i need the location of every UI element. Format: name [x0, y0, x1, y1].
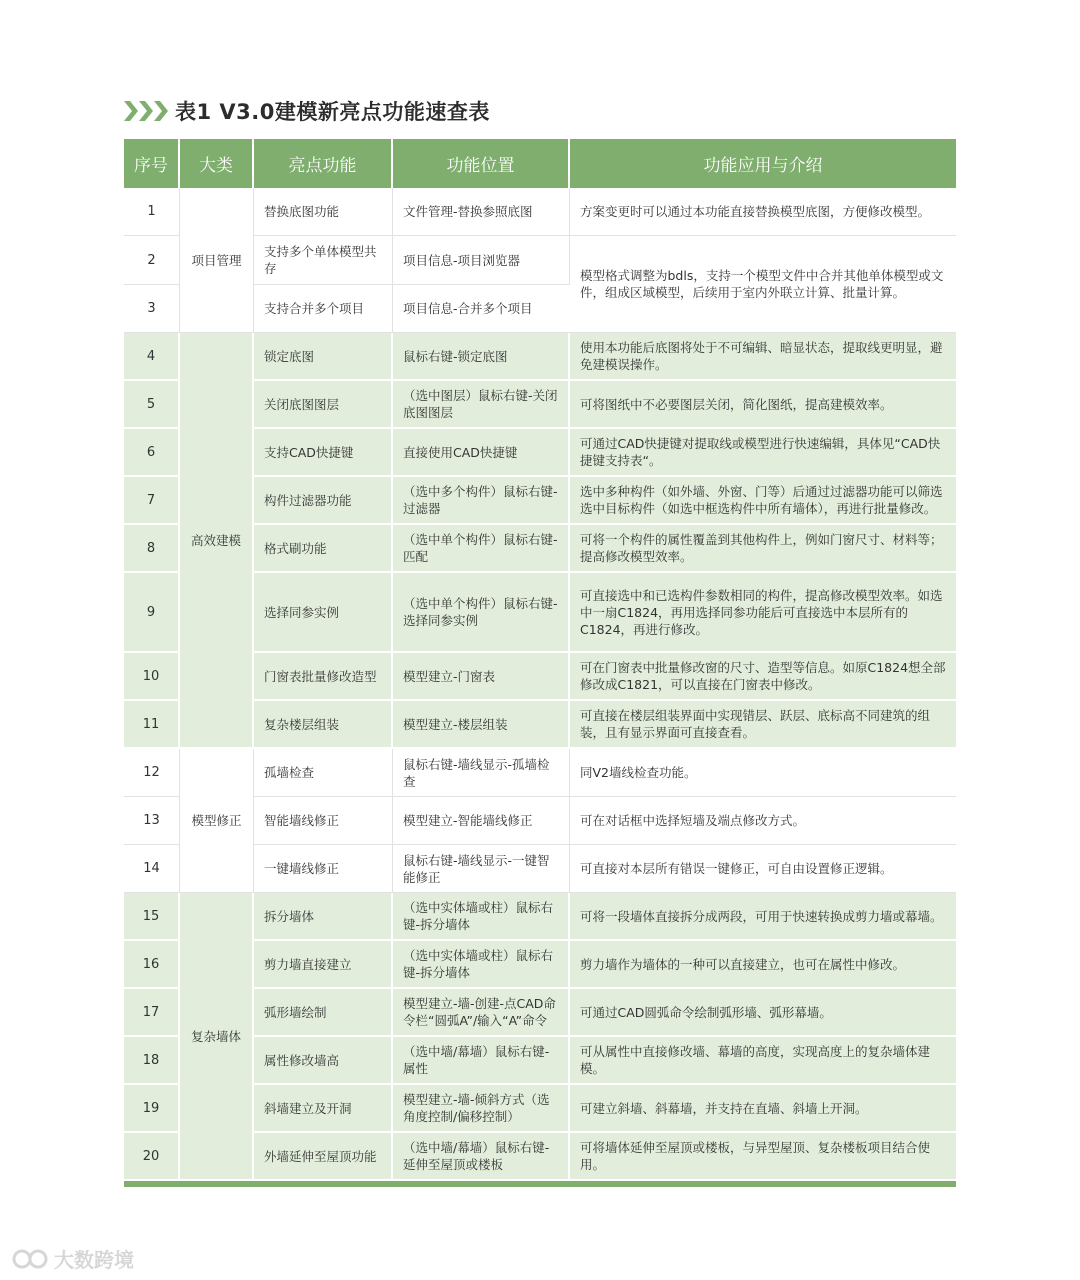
row-feature: 孤墙检查	[254, 749, 393, 797]
row-index: 13	[124, 797, 180, 845]
row-description: 模型格式调整为bdls，支持一个模型文件中合并其他单体模型或文件，组成区域模型，后续用于室内外联立计算、批量计算。	[570, 236, 956, 333]
row-description: 可通过CAD圆弧命令绘制弧形墙、弧形幕墙。	[570, 989, 956, 1037]
row-index: 7	[124, 477, 180, 525]
chevron-right-icon	[139, 101, 153, 121]
row-index: 5	[124, 381, 180, 429]
row-location: 模型建立-智能墙线修正	[393, 797, 570, 845]
row-index: 3	[124, 285, 180, 333]
watermark-logo-icon	[10, 1247, 50, 1271]
row-description: 可将一段墙体直接拆分成两段，可用于快速转换成剪力墙或幕墙。	[570, 893, 956, 941]
row-location: 模型建立-门窗表	[393, 653, 570, 701]
row-feature: 弧形墙绘制	[254, 989, 393, 1037]
row-description: 可建立斜墙、斜幕墙，并支持在直墙、斜墙上开洞。	[570, 1085, 956, 1133]
row-index: 14	[124, 845, 180, 893]
category-cell: 模型修正	[180, 749, 254, 893]
row-feature: 门窗表批量修改造型	[254, 653, 393, 701]
row-feature: 支持合并多个项目	[254, 285, 393, 333]
page-title: 表1 V3.0建模新亮点功能速查表	[175, 100, 490, 124]
row-feature: 选择同参实例	[254, 573, 393, 653]
row-description: 可直接对本层所有错误一键修正，可自由设置修正逻辑。	[570, 845, 956, 893]
row-feature: 属性修改墙高	[254, 1037, 393, 1085]
row-description: 方案变更时可以通过本功能直接替换模型底图，方便修改模型。	[570, 188, 956, 236]
row-feature: 剪力墙直接建立	[254, 941, 393, 989]
row-feature: 智能墙线修正	[254, 797, 393, 845]
row-description: 可通过CAD快捷键对提取线或模型进行快速编辑，具体见“CAD快捷键支持表“。	[570, 429, 956, 477]
row-description: 可将墙体延伸至屋顶或楼板，与异型屋顶、复杂楼板项目结合使用。	[570, 1133, 956, 1181]
watermark	[10, 1244, 134, 1273]
header-description: 功能应用与介绍	[570, 139, 956, 188]
header-index: 序号	[124, 139, 180, 188]
row-index: 11	[124, 701, 180, 749]
row-location: 模型建立-墙-倾斜方式（选角度控制/偏移控制）	[393, 1085, 570, 1133]
row-index: 15	[124, 893, 180, 941]
row-location: （选中实体墙或柱）鼠标右键-拆分墙体	[393, 893, 570, 941]
row-feature: 支持多个单体模型共存	[254, 236, 393, 285]
row-feature: 关闭底图图层	[254, 381, 393, 429]
row-location: 鼠标右键-墙线显示-一键智能修正	[393, 845, 570, 893]
row-feature: 支持CAD快捷键	[254, 429, 393, 477]
row-feature: 锁定底图	[254, 333, 393, 381]
header-feature: 亮点功能	[254, 139, 393, 188]
table-row	[124, 893, 956, 941]
table-row	[124, 188, 956, 236]
row-index: 8	[124, 525, 180, 573]
row-description: 可将图纸中不必要图层关闭，简化图纸，提高建模效率。	[570, 381, 956, 429]
row-location: 项目信息-合并多个项目	[393, 285, 570, 333]
row-description: 使用本功能后底图将处于不可编辑、暗显状态，提取线更明显，避免建模误操作。	[570, 333, 956, 381]
row-location: （选中墙/幕墙）鼠标右键-延伸至屋顶或楼板	[393, 1133, 570, 1181]
row-description: 可直接在楼层组装界面中实现错层、跃层、底标高不同建筑的组装，且有显示界面可直接查看。	[570, 701, 956, 749]
row-description: 同V2墙线检查功能。	[570, 749, 956, 797]
row-description: 可在门窗表中批量修改窗的尺寸、造型等信息。如原C1824想全部修改成C1821，可以直接在门窗表中修改。	[570, 653, 956, 701]
row-description: 可将一个构件的属性覆盖到其他构件上，例如门窗尺寸、材料等；提高修改模型效率。	[570, 525, 956, 573]
row-index: 17	[124, 989, 180, 1037]
row-feature: 一键墙线修正	[254, 845, 393, 893]
row-feature: 格式刷功能	[254, 525, 393, 573]
row-location: （选中图层）鼠标右键-关闭底图图层	[393, 381, 570, 429]
row-location: （选中实体墙或柱）鼠标右键-拆分墙体	[393, 941, 570, 989]
category-cell: 项目管理	[180, 188, 254, 333]
row-feature: 复杂楼层组装	[254, 701, 393, 749]
row-index: 16	[124, 941, 180, 989]
row-description: 可从属性中直接修改墙、幕墙的高度，实现高度上的复杂墙体建模。	[570, 1037, 956, 1085]
row-feature: 斜墙建立及开洞	[254, 1085, 393, 1133]
table-row	[124, 333, 956, 381]
row-location: 鼠标右键-锁定底图	[393, 333, 570, 381]
row-location: 项目信息-项目浏览器	[393, 236, 570, 285]
row-location: （选中单个构件）鼠标右键-选择同参实例	[393, 573, 570, 653]
feature-table	[124, 139, 956, 1187]
row-location: （选中多个构件）鼠标右键-过滤器	[393, 477, 570, 525]
row-index: 18	[124, 1037, 180, 1085]
table-header-row	[124, 139, 956, 188]
table-row	[124, 749, 956, 797]
header-category: 大类	[180, 139, 254, 188]
row-index: 10	[124, 653, 180, 701]
row-feature: 外墙延伸至屋顶功能	[254, 1133, 393, 1181]
row-feature: 构件过滤器功能	[254, 477, 393, 525]
row-location: 直接使用CAD快捷键	[393, 429, 570, 477]
watermark-text: 大数跨境	[54, 1248, 134, 1272]
category-cell: 高效建模	[180, 333, 254, 749]
row-description: 选中多种构件（如外墙、外窗、门等）后通过过滤器功能可以筛选选中目标构件（如选中框选构件中所有墙体），再进行批量修改。	[570, 477, 956, 525]
row-feature: 替换底图功能	[254, 188, 393, 236]
table-bottom-rule	[124, 1181, 956, 1187]
row-index: 19	[124, 1085, 180, 1133]
row-location: 模型建立-墙-创建-点CAD命令栏“圆弧A”/输入“A”命令	[393, 989, 570, 1037]
table-title-row	[124, 95, 490, 127]
row-description: 可直接选中和已选构件参数相同的构件，提高修改模型效率。如选中一扇C1824，再用选择同参功能后可直接选中本层所有的C1824，再进行修改。	[570, 573, 956, 653]
row-description: 可在对话框中选择短墙及端点修改方式。	[570, 797, 956, 845]
row-location: 鼠标右键-墙线显示-孤墙检查	[393, 749, 570, 797]
category-cell: 复杂墙体	[180, 893, 254, 1181]
row-index: 12	[124, 749, 180, 797]
row-index: 2	[124, 236, 180, 285]
row-feature: 拆分墙体	[254, 893, 393, 941]
row-location: （选中单个构件）鼠标右键-匹配	[393, 525, 570, 573]
row-index: 1	[124, 188, 180, 236]
row-description: 剪力墙作为墙体的一种可以直接建立，也可在属性中修改。	[570, 941, 956, 989]
row-index: 20	[124, 1133, 180, 1181]
row-location: （选中墙/幕墙）鼠标右键-属性	[393, 1037, 570, 1085]
row-index: 9	[124, 573, 180, 653]
header-location: 功能位置	[393, 139, 570, 188]
row-index: 4	[124, 333, 180, 381]
chevron-right-icon	[154, 101, 168, 121]
chevron-right-icon	[124, 101, 138, 121]
row-index: 6	[124, 429, 180, 477]
row-location: 模型建立-楼层组装	[393, 701, 570, 749]
row-location: 文件管理-替换参照底图	[393, 188, 570, 236]
